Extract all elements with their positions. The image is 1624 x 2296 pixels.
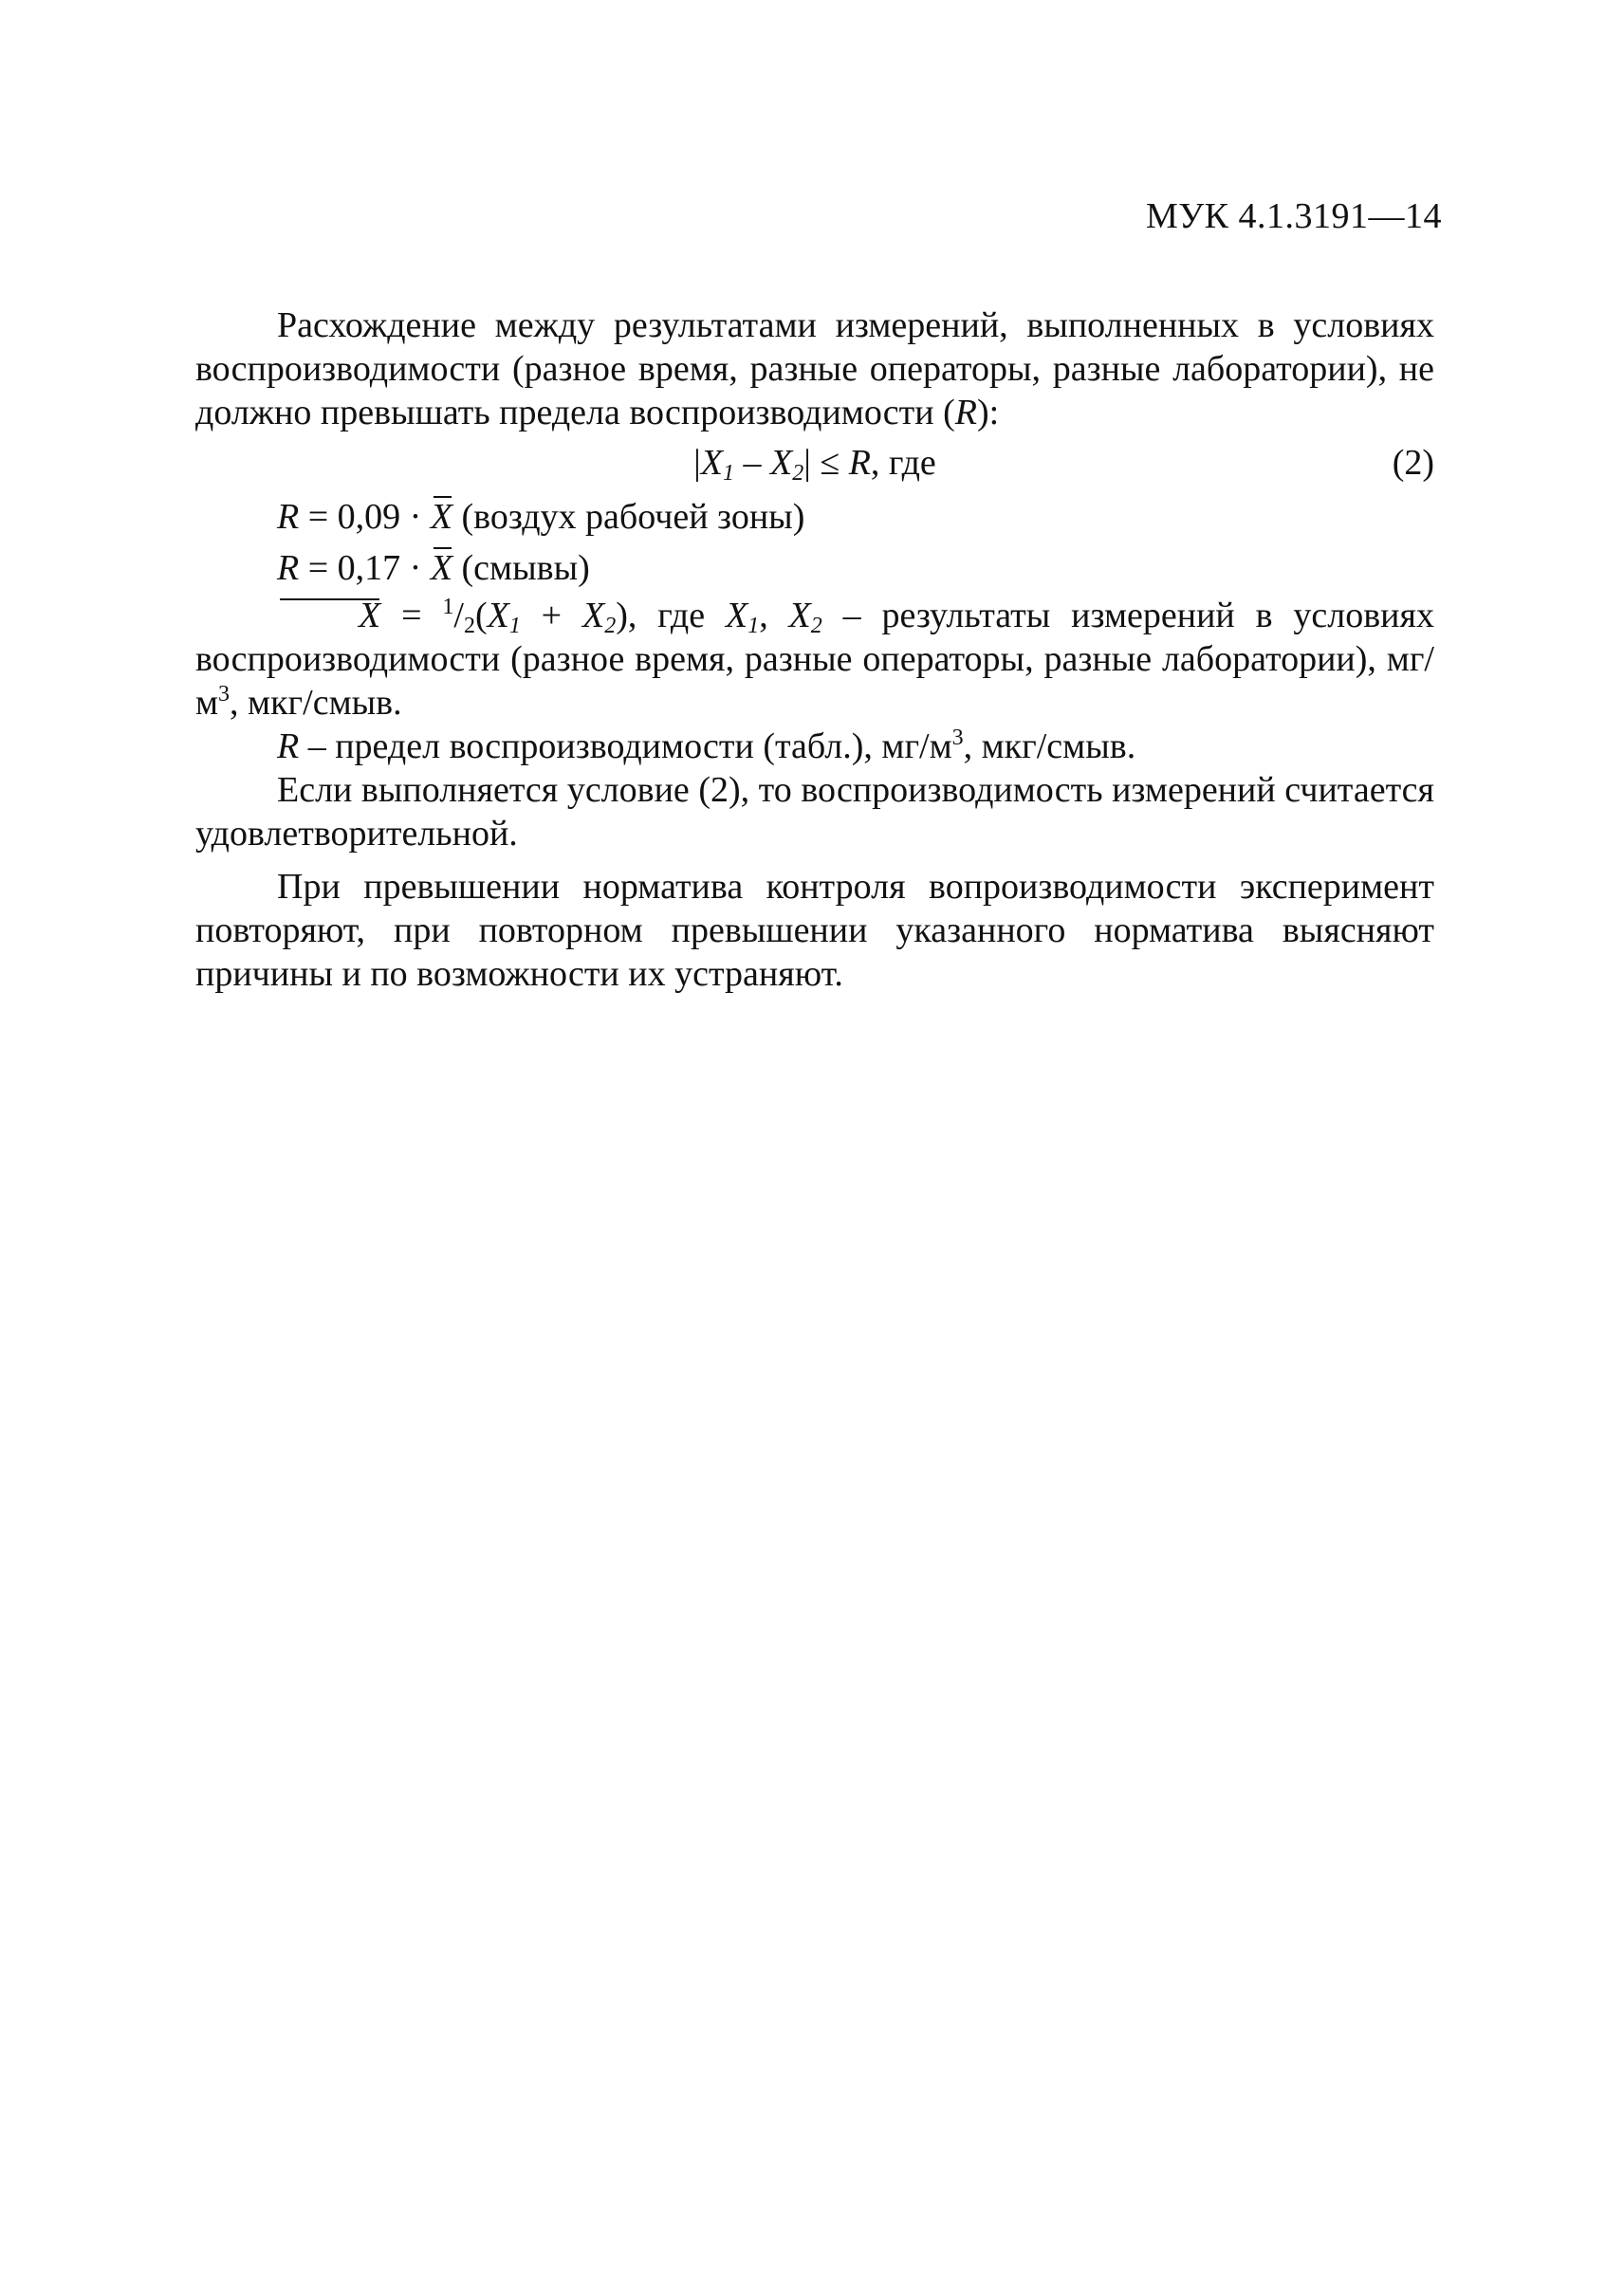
mean-symbol: X xyxy=(431,542,452,594)
equation-expression: $|X_1 - X_2| \le R$, где xyxy=(693,443,936,486)
paragraph-text-end: ): xyxy=(976,393,1000,432)
mean-symbol: X xyxy=(431,491,452,542)
equation-number: (2) xyxy=(1392,443,1434,483)
variable-r: R xyxy=(954,393,977,432)
paragraph-text: Расхождение между результатами измерений, выполненных в условиях воспроизводимости (разное время, разные операторы, разные лаборатории), не должно превышать предела воспроизводимости ( xyxy=(195,305,1434,432)
document-code: МУК 4.1.3191—14 xyxy=(1145,196,1442,236)
document-body xyxy=(195,303,1434,996)
reproducibility-paragraph xyxy=(195,303,1434,434)
mean-symbol: X xyxy=(277,594,380,637)
condition-paragraph: Если выполняется условие (2), то воспроизводимость измерений считается удовлетворительной. xyxy=(195,770,1434,854)
exceed-paragraph: При превышении норматива контроля вопроизводимости эксперимент повторяют, при повторном превышении указанного норматива выясняют причины и по возможности их устраняют. xyxy=(195,867,1434,994)
formula-air: R = 0,09 · X (воздух рабочей зоны) xyxy=(195,491,1434,542)
formula-wash: R = 0,17 · X (смывы) xyxy=(195,542,1434,594)
r-definition: R – предел воспроизводимости (табл.), $мг/м^3$, мкг/смыв. xyxy=(277,726,1136,766)
mean-definition: $X = ^1/2(X_1 + X_2)$, где $X_1$, $X_2$ – результаты измерений в условиях воспроизводимости (разное время, разные операторы, разные лаборатории), $мг/м^3$, мкг/смыв. xyxy=(195,595,1434,723)
equation-2 xyxy=(195,434,1434,491)
